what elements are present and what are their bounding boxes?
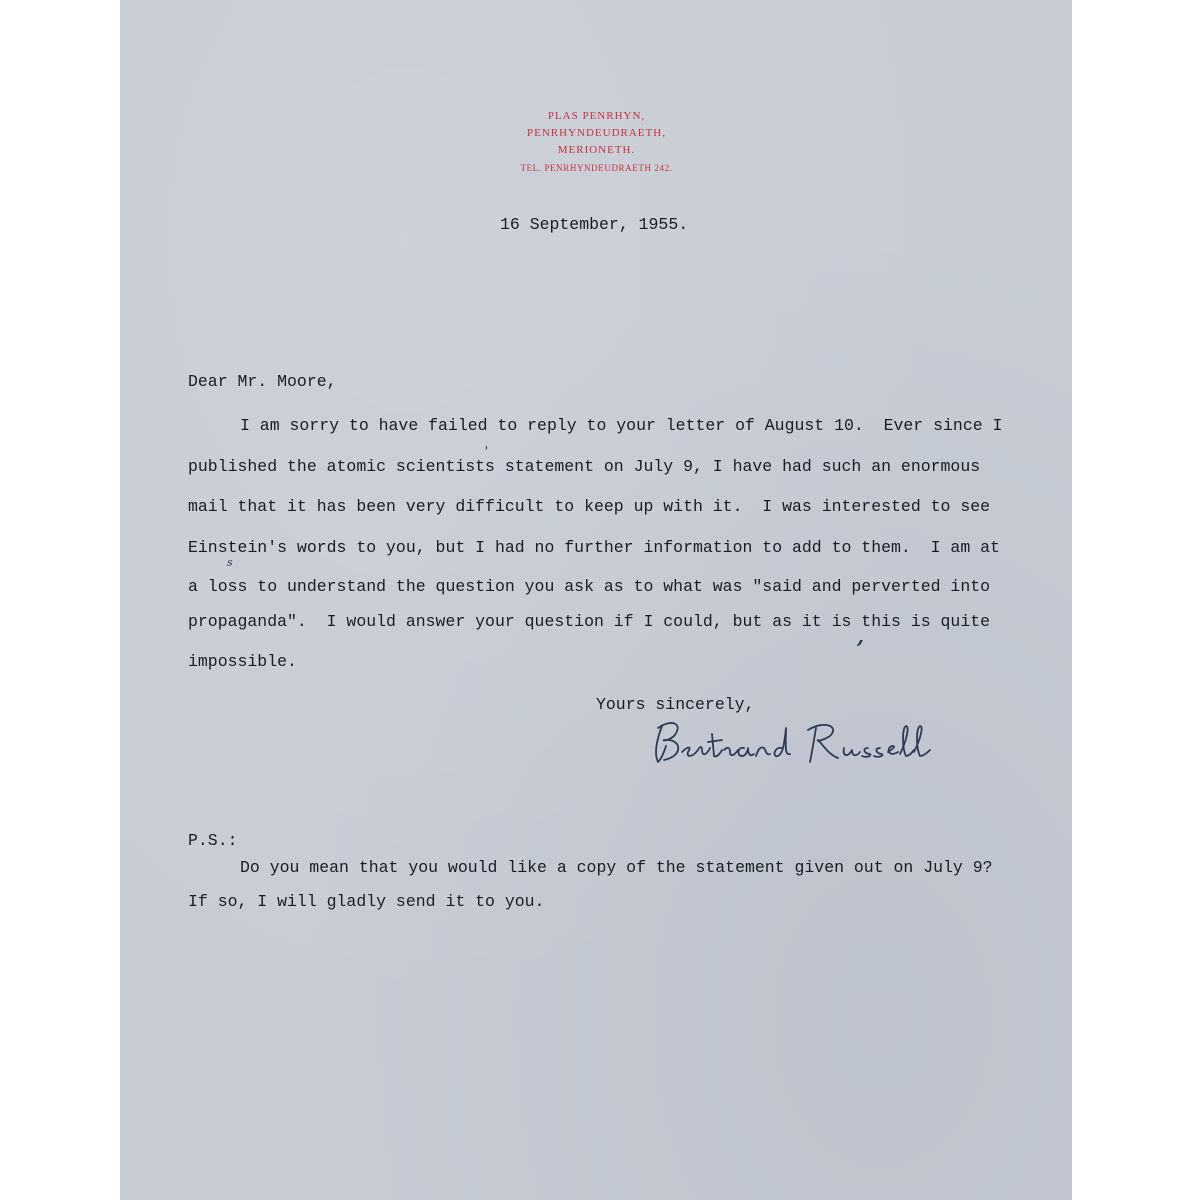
closing: Yours sincerely, — [596, 695, 755, 714]
body-line: propaganda". I would answer your question if I could, but as it is this is quite — [188, 612, 991, 631]
postscript-label: P.S.: — [188, 831, 238, 850]
postscript-line: If so, I will gladly send it to you. — [188, 892, 545, 911]
body-line: a loss to understand the question you ask as to what was "said and perverted into — [188, 577, 991, 596]
handwritten-comma: , — [857, 624, 864, 648]
handwritten-apostrophe: ’ — [482, 443, 494, 461]
letterhead-county: MERIONETH. — [557, 144, 636, 156]
letterhead-house: PLAS PENRHYN, — [547, 110, 646, 122]
salutation: Dear Mr. Moore, — [188, 372, 337, 391]
letter-paper — [120, 0, 1072, 1200]
body-line: published the atomic scientists statement on July 9, I have had such an enormous — [188, 457, 981, 476]
body-line: mail that it has been very difficult to keep up with it. I was interested to see — [188, 497, 991, 516]
letterhead-town: PENRHYNDEUDRAETH, — [527, 127, 666, 139]
handwritten-correction-s: s — [227, 556, 233, 569]
letter-date: 16 September, 1955. — [500, 215, 689, 234]
postscript-line: Do you mean that you would like a copy of the statement given out on July 9? — [240, 858, 993, 877]
letterhead-telephone: TEL. PENRHYNDEUDRAETH 242. — [520, 163, 673, 173]
body-line: I am sorry to have failed to reply to your letter of August 10. Ever since I — [240, 416, 1003, 435]
signature — [648, 712, 938, 772]
body-line: Einstein's words to you, but I had no further information to add to them. I am at — [188, 538, 1000, 557]
body-line: impossible. — [188, 652, 297, 671]
